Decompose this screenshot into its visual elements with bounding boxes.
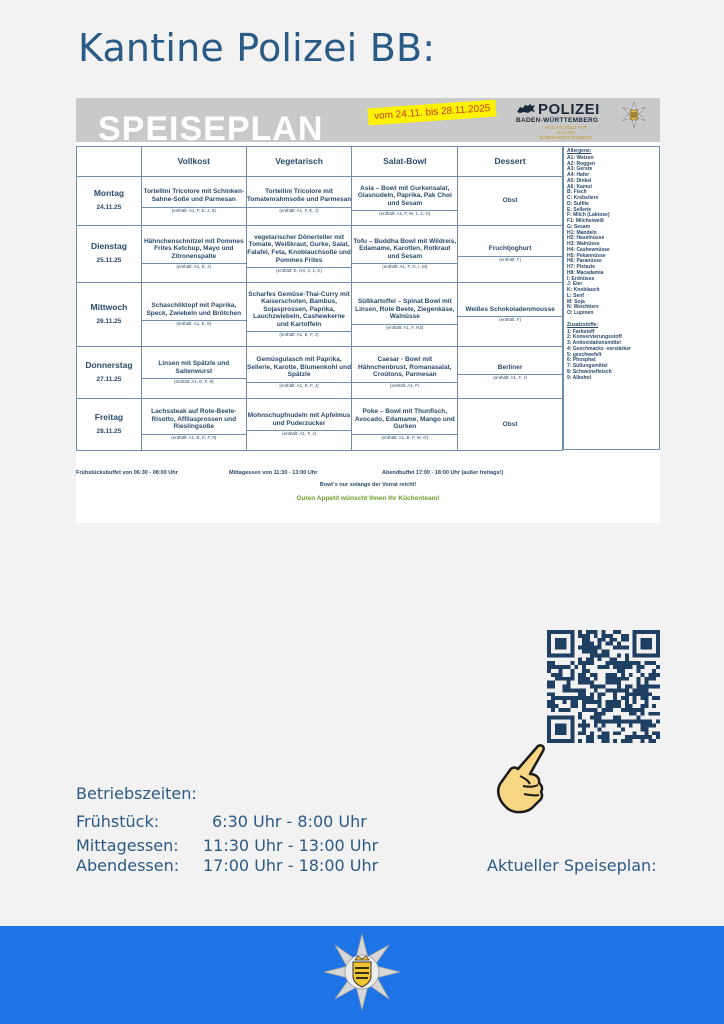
legend-heading: Zusatzstoffe: bbox=[567, 321, 599, 328]
legend-item: I: Erdnüsse bbox=[567, 275, 595, 282]
meal-text: Obst bbox=[502, 197, 518, 205]
legend-item: H7: Pistazie bbox=[567, 264, 596, 270]
day-date: 26.11.25 bbox=[96, 317, 122, 325]
menu-heading: SPEISEPLAN bbox=[98, 110, 324, 148]
meal-cell bbox=[352, 347, 458, 399]
meal-cell bbox=[246, 226, 352, 283]
day-date: 27.11.25 bbox=[96, 375, 122, 383]
column-header: Vegetarisch bbox=[246, 147, 352, 177]
allergen-legend bbox=[563, 146, 660, 450]
day-cell bbox=[77, 226, 142, 283]
meal-text: Asia – Bowl mit Gurkensalat, Glasnudeln, Paprika, Pak Choi und Sesam bbox=[357, 184, 452, 207]
allergen-note: (enthält: A1, E, J) bbox=[142, 263, 246, 270]
meal-text: Weißes Schokoladenmousse bbox=[465, 305, 555, 313]
meal-cell bbox=[141, 177, 246, 226]
bowl-note: Bowl´s nur solange der Vorrat reicht! bbox=[319, 482, 417, 488]
page-title: Kantine Polizei BB: bbox=[78, 26, 436, 70]
allergen-note: (enthält: A1, B, E, F, 8) bbox=[142, 434, 246, 441]
police-star-icon bbox=[620, 101, 648, 129]
allergen-note: (enthält: A1, E, 8) bbox=[142, 320, 246, 327]
meal-cell bbox=[246, 347, 352, 399]
meal-text: Linsen mit Spätzle und Saitenwurst bbox=[158, 359, 230, 375]
meal-cell bbox=[458, 283, 563, 347]
meal-text: Tortellini Tricolore mit Tomatenrahmsoße und Parmesan bbox=[246, 188, 352, 203]
meal-text: vegetarischer Dönerteller mit Tomate, Weißkraut, Gurke, Salat, Falafel, Feta, Knoblauchsoße und Pommes Frites bbox=[247, 233, 351, 264]
legend-item: H2: Haselnüsse bbox=[567, 235, 605, 242]
police-sub bbox=[536, 125, 596, 140]
day-name: Mittwoch bbox=[90, 301, 128, 312]
meal-cell bbox=[141, 283, 246, 347]
qr-code[interactable] bbox=[547, 630, 660, 743]
date-range-badge: vom 24.11. bis 28.11.2025 bbox=[368, 100, 497, 126]
day-cell bbox=[77, 283, 142, 347]
allergen-note: (enthält: A1, E, F, J) bbox=[247, 331, 352, 338]
meal-cell bbox=[352, 177, 458, 226]
day-name: Freitag bbox=[94, 411, 124, 422]
meal-text: Caesar - Bowl mit Hähnchenbrust, Romanasalat, Croûtons, Parmesan bbox=[358, 356, 452, 379]
day-name: Dienstag bbox=[91, 241, 127, 252]
allergen-note: (enthält: A1, F, J) bbox=[247, 430, 352, 437]
menu-header bbox=[76, 98, 660, 148]
legend-item: A6: Kamut bbox=[567, 183, 593, 190]
legend-item: H5: Pekannüsse bbox=[567, 252, 606, 259]
legend-item: 4: Geschmacks -verstärker bbox=[567, 345, 631, 352]
dinner-time: Abendbuffet 17:00 - 18:00 Uhr (außer freitags!) bbox=[382, 470, 504, 476]
legend-item: H3: Walnüsse bbox=[567, 241, 600, 247]
meal-text: Tortellini Tricolore mit Schinken-Sahne-Soße und Parmesan bbox=[143, 188, 245, 203]
legend-item: 6: Phosphat bbox=[567, 357, 596, 364]
hours-heading: Betriebszeiten: bbox=[76, 784, 197, 803]
legend-item: A5: Dinkel bbox=[567, 177, 592, 184]
police-logo bbox=[516, 101, 616, 139]
hours-value: 11:30 Uhr - 13:00 Uhr bbox=[203, 836, 379, 855]
allergen-note: (enthält: A1, F) bbox=[352, 382, 457, 389]
meal-cell bbox=[246, 177, 352, 226]
lion-icon bbox=[516, 103, 536, 115]
day-name: Montag bbox=[93, 188, 125, 199]
legend-item: H6: Paranüsse bbox=[567, 258, 602, 265]
allergen-note: (enthält: F) bbox=[458, 316, 562, 323]
day-cell bbox=[77, 399, 142, 451]
meal-text: Obst bbox=[502, 420, 518, 428]
police-sub-line: BADEN-WÜRTTEMBERG bbox=[539, 135, 593, 140]
allergen-note: (enthält: A1, F, J) bbox=[458, 374, 562, 381]
lunch-time: Mittagessen von 11:30 - 13:00 Uhr bbox=[229, 470, 318, 476]
legend-item: H8: Macadamia bbox=[567, 269, 604, 276]
meal-text: Poke – Bowl mit Thunfisch, Avocado, Edamame, Mango und Gurken bbox=[354, 408, 455, 431]
legend-item: M: Soja bbox=[567, 298, 585, 305]
legend-item: 3: Antioxidationsmittel bbox=[567, 340, 621, 346]
legend-item: H4: Cashewnüsse bbox=[567, 246, 610, 253]
legend-item: 9: Alkohol bbox=[567, 374, 591, 381]
legend-item: 1: Farbstoff bbox=[567, 328, 595, 335]
corner-cell bbox=[77, 147, 142, 177]
current-plan-label: Aktueller Speiseplan: bbox=[487, 856, 657, 875]
legend-item: F: Milch (Laktose) bbox=[567, 212, 610, 219]
menu-plan-image bbox=[76, 98, 660, 523]
allergen-note: (enthält: A1, E, F, 8) bbox=[142, 378, 246, 385]
allergen-note: (enthält: A1, F, E, J) bbox=[247, 207, 352, 214]
meal-cell bbox=[141, 226, 246, 283]
allergen-note: (enthält: A1, F, E, J, 8) bbox=[142, 207, 246, 214]
legend-item: O: Lupinen bbox=[567, 310, 594, 316]
meal-cell bbox=[352, 399, 458, 451]
allergen-list bbox=[567, 156, 656, 317]
legend-item: C: Krebstiere bbox=[567, 195, 599, 201]
meal-cell bbox=[246, 399, 352, 451]
allergen-note: (enthält: A1, B, F, M, G) bbox=[352, 434, 457, 441]
legend-item: A1: Weizen bbox=[567, 154, 594, 161]
meal-text: Schaschliktopf mit Paprika, Speck, Zwiebeln und Brötchen bbox=[146, 301, 242, 317]
meal-text: Lachssteak auf Rote-Beete-Risotto, Affilasprossen und Rieslingsoße bbox=[151, 408, 237, 431]
meal-cell bbox=[141, 399, 246, 451]
hours-value: 6:30 Uhr - 8:00 Uhr bbox=[212, 812, 367, 831]
allergen-note: (enthält: F) bbox=[458, 256, 562, 263]
meal-cell bbox=[458, 347, 563, 399]
column-header: Salat-Bowl bbox=[352, 147, 458, 177]
meal-text: Hähnchenschnitzel mit Pommes Frites Ketchup, Mayo und Zitronenspalte bbox=[143, 237, 244, 260]
legend-item: 2: Konservierungsstoff bbox=[567, 334, 622, 341]
legend-item: H1: Mandeln bbox=[567, 229, 597, 236]
day-name: Donnerstag bbox=[85, 359, 133, 370]
legend-item: K: Knoblauch bbox=[567, 287, 600, 293]
legend-item: A4: Hafer bbox=[567, 172, 590, 178]
legend-item: G: Sesam bbox=[567, 223, 591, 230]
allergen-note: (enthält: A1, F, M, 1, 2, G) bbox=[352, 210, 457, 217]
allergen-note: (enthält: E, H4, 4, 1, K) bbox=[247, 267, 352, 274]
column-header: Vollkost bbox=[141, 147, 246, 177]
legend-item: D: Sulfite bbox=[567, 200, 589, 207]
meal-cell bbox=[458, 226, 563, 283]
day-cell bbox=[77, 347, 142, 399]
meal-text: Scharfes Gemüse-Thai-Curry mit Kaiserschoten, Bambus, Sojasprossen, Paprika, Lauchzwiebeln, Cashewkerne und Kartoffeln bbox=[248, 290, 350, 328]
legend-item: B: Fisch bbox=[567, 189, 587, 196]
hours-label: Frühstück: bbox=[76, 812, 160, 831]
legend-item: A3: Gerste bbox=[567, 166, 593, 173]
legend-item: 8: Schweinefleisch bbox=[567, 368, 612, 375]
police-brand: POLIZEI bbox=[538, 101, 600, 118]
meal-text: Tofu – Buddha Bowl mit Wildreis, Edamame, Karotten, Rotkraut und Sesam bbox=[353, 237, 457, 260]
police-region: BADEN-WÜRTTEMBERG bbox=[516, 117, 599, 124]
police-sub-line: HOCHSCHULE FÜR POLIZEI bbox=[544, 125, 587, 135]
allergen-note: (enthält: A1, F, H3) bbox=[352, 324, 457, 331]
hours-label: Mittagessen: bbox=[76, 836, 179, 855]
legend-heading: Allergene: bbox=[567, 148, 592, 154]
hours-value: 17:00 Uhr - 18:00 Uhr bbox=[203, 856, 379, 875]
legend-item: A2: Roggen bbox=[567, 160, 596, 167]
legend-item: 7: Süßungsmittel bbox=[567, 363, 608, 369]
meal-cell bbox=[352, 283, 458, 347]
column-header: Dessert bbox=[458, 147, 563, 177]
meal-text: Mohnschupfnudeln mit Apfelmus und Puderzucker bbox=[247, 411, 351, 427]
meal-cell bbox=[458, 399, 563, 451]
allergen-note: (enthält: A1, F, G, I, M) bbox=[352, 263, 457, 270]
meal-text: Gemüsgulasch mit Paprika, Sellerie, Karotte, Blumenkohl und Spätzle bbox=[247, 356, 352, 379]
hours-label: Abendessen: bbox=[76, 856, 180, 875]
pointing-hand-icon bbox=[490, 740, 550, 815]
day-cell bbox=[77, 177, 142, 226]
legend-item: L: Senf bbox=[567, 292, 584, 299]
day-date: 24.11.25 bbox=[96, 204, 122, 211]
meal-cell bbox=[352, 226, 458, 283]
police-star-emblem-icon bbox=[322, 932, 402, 1012]
legend-item: F1: Milcheiweiß bbox=[567, 218, 604, 224]
day-date: 25.11.25 bbox=[96, 257, 122, 264]
legend-item: 5: geschwefelt bbox=[567, 351, 602, 358]
allergen-note: (enthält: A1, E, F, J) bbox=[247, 382, 352, 389]
legend-item: E: Sellerie bbox=[567, 206, 592, 213]
meal-text: Fruchtjoghurt bbox=[488, 245, 532, 253]
breakfast-time: Frühstücksbuffet von 06:30 - 08:00 Uhr bbox=[76, 470, 178, 476]
day-date: 28.11.25 bbox=[96, 427, 122, 435]
greeting: Guten Appetit wünscht Ihnen Ihr Küchenteam! bbox=[296, 495, 440, 502]
meal-cell bbox=[246, 283, 352, 347]
meal-cell bbox=[141, 347, 246, 399]
meal-text: Süßkartoffel – Spinat Bowl mit Linsen, Rote Beete, Ziegenkäse, Walnüsse bbox=[355, 298, 455, 321]
meal-text: Berliner bbox=[497, 363, 523, 371]
legend-item: J: Eier bbox=[567, 281, 583, 288]
menu-table bbox=[76, 146, 563, 451]
meal-cell bbox=[458, 177, 563, 226]
additive-list bbox=[567, 330, 656, 382]
legend-item: N: Weichtiere bbox=[567, 304, 599, 311]
